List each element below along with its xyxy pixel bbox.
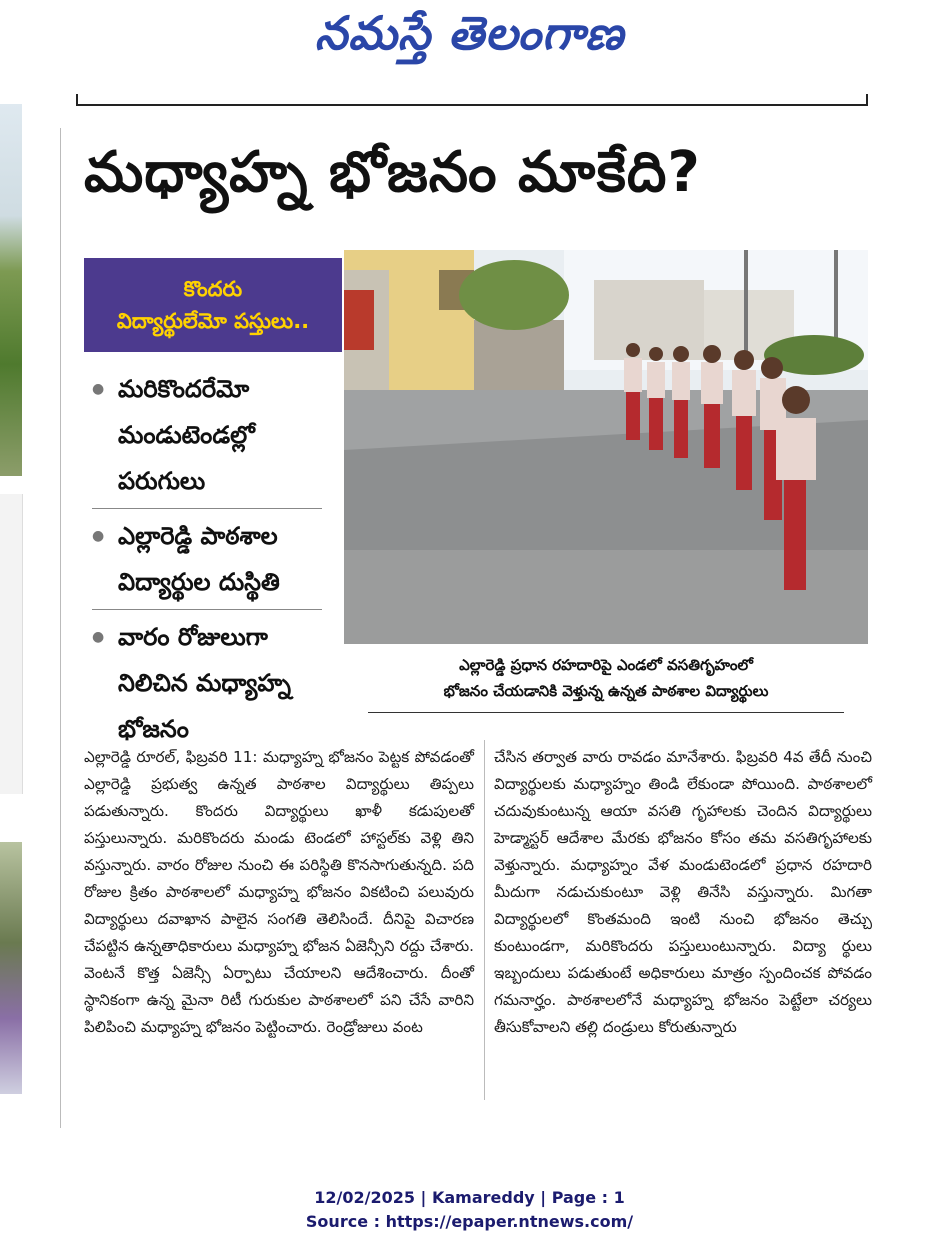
article-column-1: ఎల్లారెడ్డి రూరల్, ఫిబ్రవరి 11: మధ్యాహ్న భోజనం పెట్టక పోవడంతో ఎల్లారెడ్డి ప్రభుత్వ ఉన్నత పాఠశాల విద్యార్థులు తిప్పలు పడుతున్నారు. కొందరు విద్యార్థులు ఖాళీ కడుపులతో పస్తులున్నారు. మరికొందరు మండు టెండలో హాస్టల్‌కు వెళ్లి తిని వస్తున్నారు. వారం రోజుల నుంచి ఈ పరిస్థితి కొనసాగుతున్నది. పది రోజుల క్రితం పాఠశాలలో మధ్యాహ్న భోజనం వికటించి పలువురు విద్యార్థులు దవాఖాన పాలైన సంగతి తెలిసిందే. దీనిపై విచారణ చేపట్టిన ఉన్నతాధికారులు మధ్యాహ్న భోజన ఏజెన్సీని రద్దు చేశారు. వెంటనే కొత్త ఏజెన్సీ ఏర్పాటు చేయాలని ఆదేశించారు. దీంతో స్థానికంగా ఉన్న మైనా రిటీ గురుకుల పాఠశాలలో పని చేసే వారిని పిలిపించి మధ్యాహ్న భోజనం పెట్టించారు. రెండ్రోజులు వంట — [84, 748, 474, 1036]
highlight-bullets — [92, 366, 322, 760]
photo-illustration — [344, 250, 868, 644]
caption-line-2: భోజనం చేయడానికి వెళ్తున్న ఉన్నత పాఠశాల విద్యార్థులు — [443, 682, 769, 700]
page-footer — [0, 1186, 939, 1234]
article-column-divider — [484, 740, 485, 1100]
caption-line-1: ఎల్లారెడ్డి ప్రధాన రహదారిపై ఎండలో వసతిగృహంలో — [459, 656, 753, 674]
column-divider — [60, 128, 61, 1128]
photo-caption — [368, 652, 844, 713]
article-column-2: చేసిన తర్వాత వారు రావడం మానేశారు. ఫిబ్రవరి 4వ తేదీ నుంచి విద్యార్థులకు మధ్యాహ్నం తిండి లేకుండా పోయింది. పాఠశాలలో చదువుకుంటున్న ఆయా వసతి గృహాలకు చెందిన విద్యార్థులు హెడ్మాస్టర్ ఆదేశాల మేరకు భోజనం కోసం తమ వసతిగృహాలకు వెళ్తున్నారు. మధ్యాహ్నం వేళ మండుటెండలో ప్రధాన రహదారి మీదుగా నడుచుకుంటూ వెళ్లి తినేసి వస్తున్నారు. మిగతా విద్యార్థులలో కొంతమంది ఇంటి నుంచి భోజనం తెచ్చు కుంటుండగా, మరికొందరు పస్తులుంటున్నారు. విద్యా ర్థులు ఇబ్బందులు పడుతుంటే అధికారులు మాత్రం స్పందించక పోవడం గమనార్హం. పాఠశాలలోనే మధ్యాహ్న భోజనం పెట్టేలా చర్యలు తీసుకోవాలని తల్లి దండ్రులు కోరుతున్నారు — [494, 748, 872, 1036]
bullet-item: ● మరికొందరేమో మండుటెండల్లో పరుగులు — [92, 366, 322, 509]
masthead-title: నమస్తే తెలంగాణ — [314, 6, 625, 60]
masthead — [0, 0, 939, 80]
students-walking-photo — [344, 250, 868, 644]
bullet-item: ● ఎల్లారెడ్డి పాఠశాల విద్యార్థుల దుస్థితి — [92, 513, 322, 610]
footer-edition-info: 12/02/2025 | Kamareddy | Page : 1 — [314, 1188, 625, 1207]
top-rule — [76, 104, 868, 106]
headline: మధ్యాహ్న భోజనం మాకేది? — [84, 140, 701, 205]
bullet-item: ● వారం రోజులుగా నిలిచిన మధ్యాహ్న భోజనం — [92, 614, 322, 756]
kicker-line-1: కొందరు — [183, 277, 243, 301]
footer-source: Source : https://epaper.ntnews.com/ — [305, 1212, 634, 1231]
kicker-line-2: విద్యార్థులేమో పస్తులు.. — [116, 309, 310, 333]
kicker-box — [84, 258, 342, 352]
adjacent-photo-edge — [0, 104, 22, 476]
adjacent-photo-edge-lower — [0, 842, 22, 1094]
adjacent-column-edge — [0, 494, 23, 794]
